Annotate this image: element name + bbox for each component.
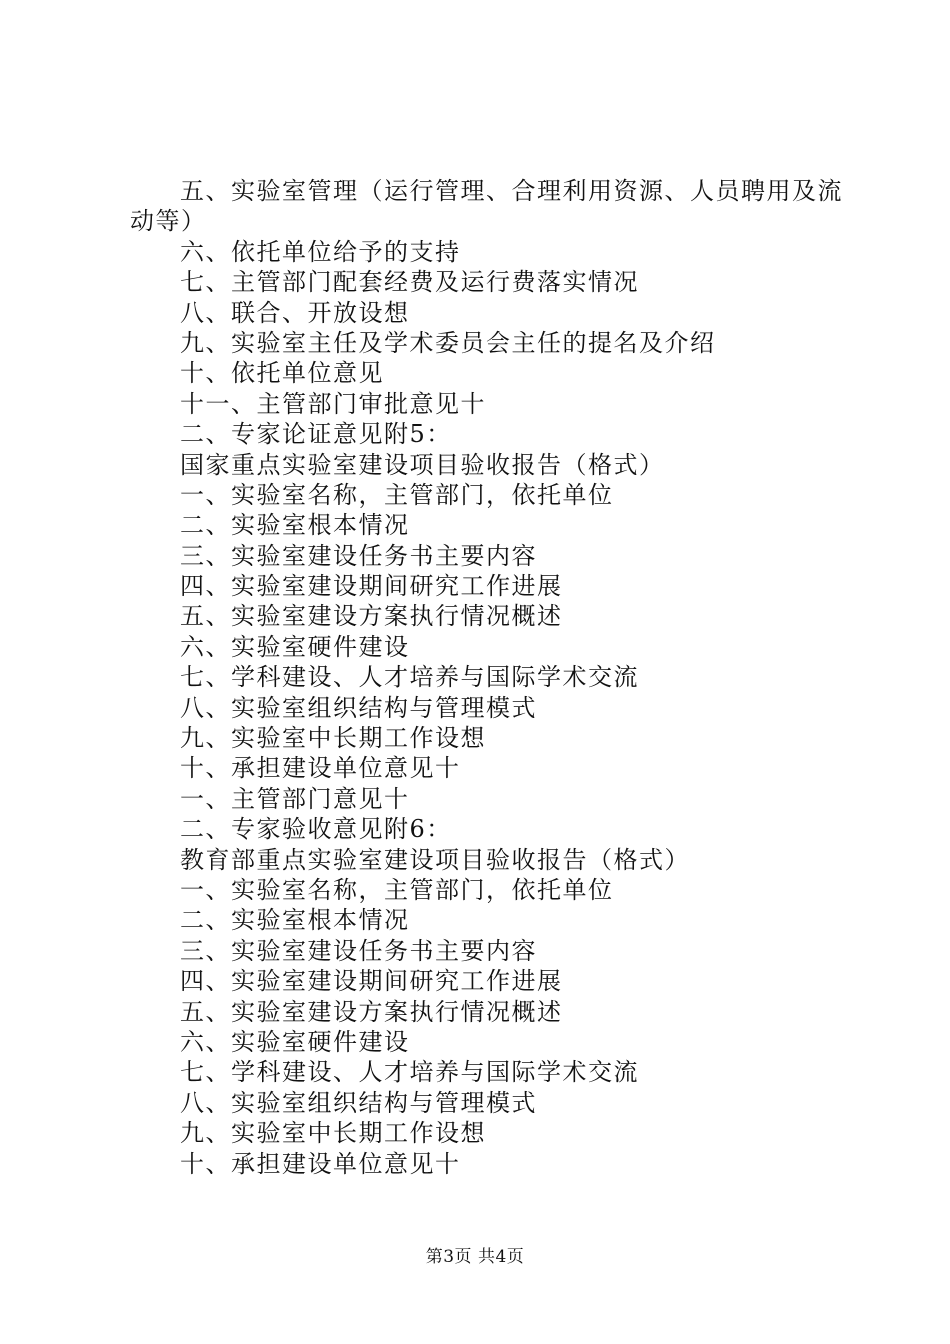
- list-item: 十一、主管部门审批意见十: [180, 389, 486, 418]
- list-item: 五、实验室建设方案执行情况概述: [180, 997, 563, 1026]
- list-item: 四、实验室建设期间研究工作进展: [180, 967, 563, 996]
- list-item: 一、实验室名称，主管部门，依托单位: [180, 875, 614, 904]
- section-title: 国家重点实验室建设项目验收报告（格式）: [180, 450, 665, 479]
- paragraph-line-continued: 动等）: [130, 207, 207, 236]
- list-item: 七、主管部门配套经费及运行费落实情况: [180, 268, 639, 297]
- list-item: 六、依托单位给予的支持: [180, 237, 461, 266]
- list-item: 七、学科建设、人才培养与国际学术交流: [180, 663, 639, 692]
- list-item: 一、主管部门意见十: [180, 784, 410, 813]
- list-item: 二、实验室根本情况: [180, 511, 410, 540]
- list-item: 九、实验室中长期工作设想: [180, 724, 486, 753]
- list-item: 九、实验室主任及学术委员会主任的提名及介绍: [180, 328, 716, 357]
- list-item: 六、实验室硬件建设: [180, 1027, 410, 1056]
- list-item: 二、专家验收意见附6：: [180, 815, 452, 844]
- list-item: 八、实验室组织结构与管理模式: [180, 693, 537, 722]
- list-item: 九、实验室中长期工作设想: [180, 1119, 486, 1148]
- list-item: 五、实验室建设方案执行情况概述: [180, 602, 563, 631]
- list-item: 二、专家论证意见附5：: [180, 420, 452, 449]
- paragraph-line: 五、实验室管理（运行管理、合理利用资源、人员聘用及流: [180, 177, 843, 205]
- list-item: 七、学科建设、人才培养与国际学术交流: [180, 1058, 639, 1087]
- list-item: 四、实验室建设期间研究工作进展: [180, 572, 563, 601]
- document-body: [130, 176, 850, 1179]
- list-item: 一、实验室名称，主管部门，依托单位: [180, 480, 614, 509]
- section-title: 教育部重点实验室建设项目验收报告（格式）: [180, 845, 690, 874]
- list-item: 三、实验室建设任务书主要内容: [180, 936, 537, 965]
- list-item: 十、承担建设单位意见十: [180, 1149, 461, 1178]
- page-number-footer: 第3页 共4页: [425, 1247, 525, 1267]
- list-item: 十、依托单位意见: [180, 359, 384, 388]
- list-item: 三、实验室建设任务书主要内容: [180, 541, 537, 570]
- list-item: 二、实验室根本情况: [180, 906, 410, 935]
- list-item: 六、实验室硬件建设: [180, 632, 410, 661]
- list-item: 十、承担建设单位意见十: [180, 754, 461, 783]
- list-item: 八、实验室组织结构与管理模式: [180, 1088, 537, 1117]
- list-item: 八、联合、开放设想: [180, 298, 410, 327]
